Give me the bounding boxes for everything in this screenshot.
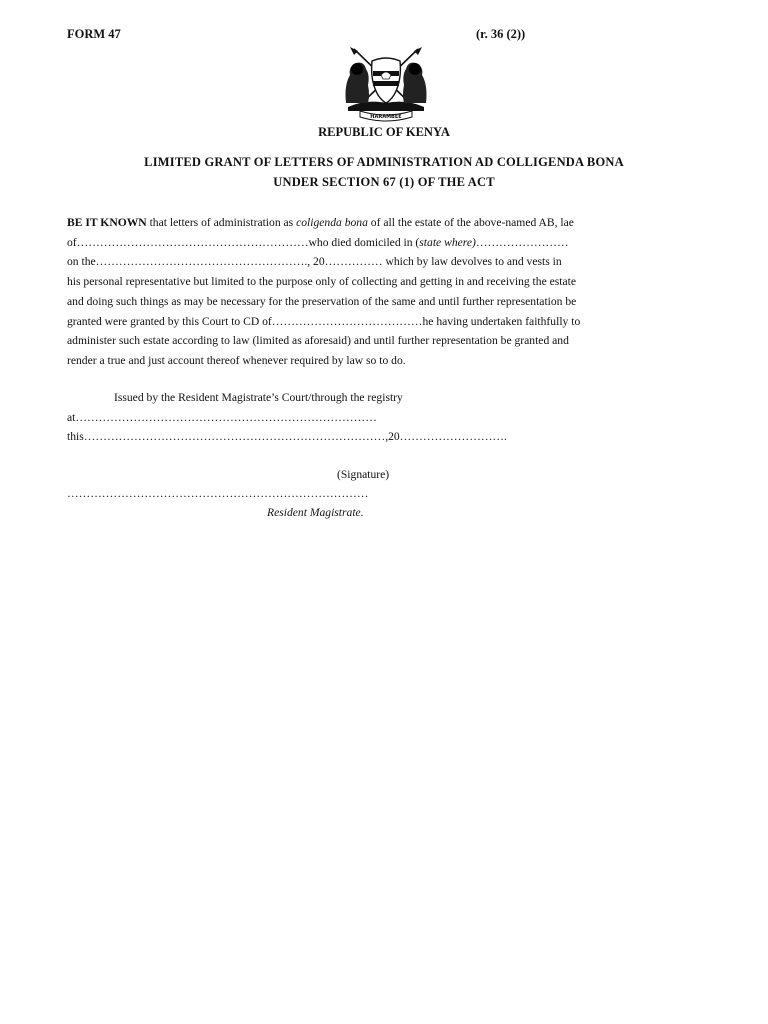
rule-reference: (r. 36 (2)) xyxy=(476,27,526,41)
paragraph-line: render a true and just account thereof whenever required by law so to do. xyxy=(67,353,406,367)
title-line-1: LIMITED GRANT OF LETTERS OF ADMINISTRATION AD COLLIGENDA BONA xyxy=(144,155,624,169)
lead-phrase: BE IT KNOWN xyxy=(67,216,147,229)
paragraph-line: his personal representative but limited to the purpose only of collecting and getting in and receiving the estate xyxy=(67,275,577,289)
document-title xyxy=(0,152,768,192)
paragraph-line: of……………………………………………………who died domiciled in (state where)…………………… xyxy=(67,235,569,249)
paragraph-line: administer such estate according to law (limited as aforesaid) and until further representation be granted and xyxy=(67,334,569,348)
signature-line: …………………………………………………………………… xyxy=(67,487,369,500)
issued-section xyxy=(67,388,507,447)
issued-by-line: Issued by the Resident Magistrate’s Court/through the registry xyxy=(114,391,403,404)
paragraph-line: and doing such things as may be necessary for the preservation of the same and until further representation be xyxy=(67,294,577,308)
grant-paragraph xyxy=(67,213,687,371)
emblem-motto: HARAMBEE xyxy=(370,114,402,120)
signatory-title: Resident Magistrate. xyxy=(267,506,364,519)
coligenda-term: coligenda bona xyxy=(296,216,368,229)
title-line-2: UNDER SECTION 67 (1) OF THE ACT xyxy=(273,175,495,189)
country-heading: REPUBLIC OF KENYA xyxy=(318,125,450,139)
signature-label: (Signature) xyxy=(337,468,390,481)
paragraph-line: BE IT KNOWN that letters of administration as coligenda bona of all the estate of the above-named AB, lae xyxy=(67,216,574,229)
form-number: FORM 47 xyxy=(67,27,121,41)
paragraph-line: on the………………………………………………., 20…………… which by law devolves to and vests in xyxy=(67,255,562,269)
coat-of-arms-icon xyxy=(336,45,436,123)
paragraph-line: granted were granted by this Court to CD of…………………………………he having undertaken faithfully to xyxy=(67,314,581,328)
issued-at-line: at…………………………………………………………………… xyxy=(67,410,377,424)
issued-date-line: this……………………………………………………………………,20………………………. xyxy=(67,430,507,443)
coat-of-arms-emblem xyxy=(336,45,436,123)
